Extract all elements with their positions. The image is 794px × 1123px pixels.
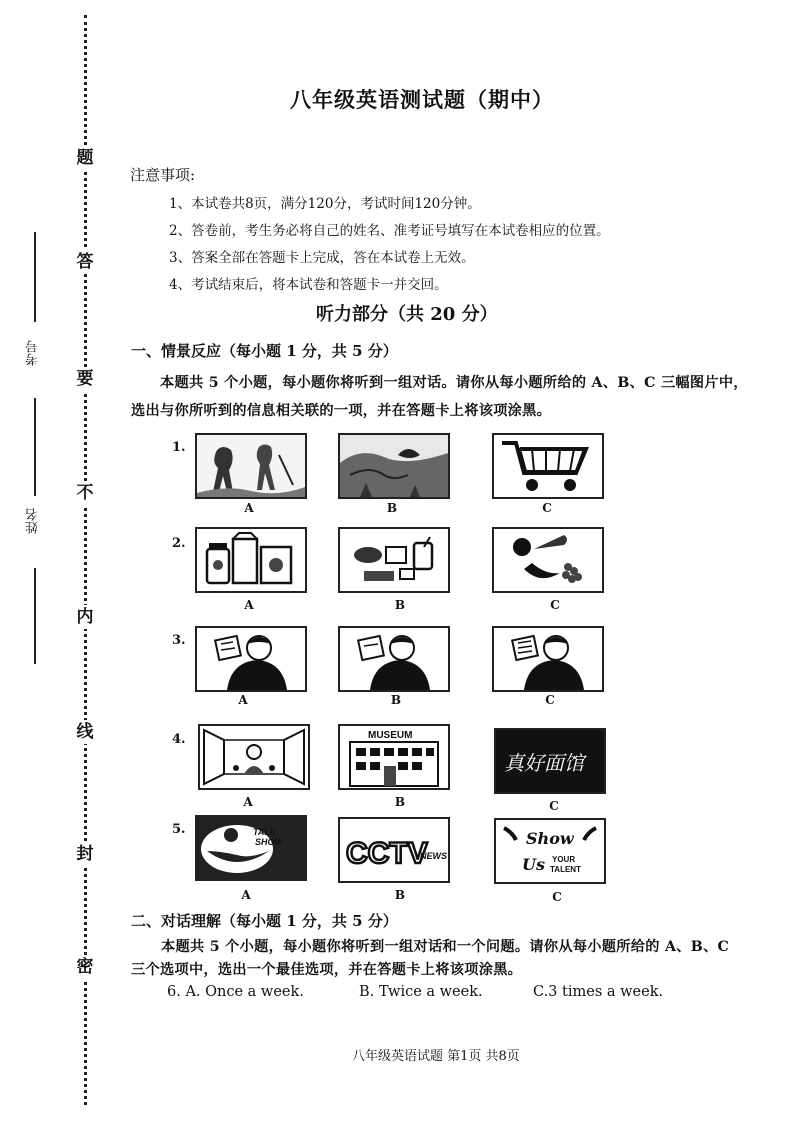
man-reading-a-picture[interactable]: [195, 626, 307, 692]
note-item: 2、答卷前，考生务必将自己的姓名、准考证号填写在本试卷相应的位置。: [169, 223, 610, 239]
option-label: A: [241, 888, 251, 902]
name-fill-line[interactable]: [34, 398, 36, 496]
option-label: B: [394, 888, 406, 902]
q6-option-a[interactable]: 6. A. Once a week.: [167, 984, 304, 1000]
talent-logo-text: TALENT: [550, 865, 581, 874]
exam-no-label: 考号: [26, 340, 41, 366]
talk-show-logo-picture[interactable]: [195, 815, 307, 881]
q6-option-c[interactable]: C.3 times a week.: [533, 984, 664, 1000]
part2-instruction: 本题共 5 个小题，每小题你将听到一组对话和一个问题。请你从每小题所给的 A、B、C: [161, 939, 730, 955]
show-logo-text: SHOW: [255, 837, 283, 847]
seal-char: 内: [73, 605, 97, 629]
theater-stage-picture[interactable]: [198, 724, 310, 790]
cctv-news-logo-picture[interactable]: [338, 817, 450, 883]
seal-char: 不: [73, 481, 97, 505]
part2-heading: 二、对话理解（每小题 1 分，共 5 分）: [131, 912, 398, 930]
option-label: C: [549, 799, 559, 813]
q6-option-b[interactable]: B. Twice a week.: [359, 984, 483, 1000]
option-label: C: [552, 890, 562, 904]
landscape-picture[interactable]: [338, 433, 450, 499]
note-item: 4、考试结束后，将本试卷和答题卡一并交回。: [169, 277, 448, 293]
us-script-text: Us: [522, 855, 545, 874]
exam-no-fill-line[interactable]: [34, 232, 36, 322]
question-number: 4.: [172, 732, 186, 747]
snacks-table-picture[interactable]: [338, 527, 450, 593]
drinks-boxes-picture[interactable]: [195, 527, 307, 593]
page-title: 八年级英语测试题（期中）: [290, 87, 554, 112]
seal-char: 题: [73, 146, 97, 170]
seal-char: 封: [73, 842, 97, 866]
museum-building-picture[interactable]: [338, 724, 450, 790]
question-number: 5.: [172, 822, 186, 837]
shopping-cart-picture[interactable]: [492, 433, 604, 499]
news-logo-text: NEWS: [420, 851, 447, 861]
option-label: A: [244, 598, 254, 612]
fruit-vegetables-picture[interactable]: [492, 527, 604, 593]
option-label: C: [542, 501, 552, 515]
people-walking-picture[interactable]: [195, 433, 307, 499]
name-label: 姓名: [26, 508, 41, 534]
part1-heading: 一、情景反应（每小题 1 分，共 5 分）: [131, 342, 398, 360]
museum-sign-text: MUSEUM: [368, 730, 413, 741]
option-label: A: [243, 795, 253, 809]
talk-logo-text: TALK: [253, 827, 277, 837]
show-your-talent-logo-picture[interactable]: [494, 818, 606, 884]
note-item: 1、本试卷共8页，满分120分，考试时间120分钟。: [169, 196, 481, 212]
note-item: 3、答案全部在答题卡上完成，答在本试卷上无效。: [169, 250, 475, 266]
option-label: B: [390, 693, 402, 707]
listening-section-title: 听力部分（共 20 分）: [316, 304, 498, 325]
seal-char: 要: [73, 367, 97, 391]
part2-instruction: 三个选项中，选出一个最佳选项，并在答题卡上将该项涂黑。: [131, 962, 523, 978]
restaurant-sign-text: 真好面馆: [504, 751, 584, 775]
question-number: 3.: [172, 633, 186, 648]
option-label: C: [545, 693, 555, 707]
class-fill-line[interactable]: [34, 568, 36, 664]
question-number: 1.: [172, 440, 186, 455]
seal-char: 答: [73, 250, 97, 274]
question-number: 2.: [172, 536, 186, 551]
part1-instruction: 选出与你所听到的信息相关联的一项，并在答题卡上将该项涂黑。: [131, 403, 552, 419]
option-label: A: [244, 501, 254, 515]
your-logo-text: YOUR: [552, 855, 576, 864]
option-label: C: [550, 598, 560, 612]
part1-instruction: 本题共 5 个小题，每小题你将听到一组对话。请你从每小题所给的 A、B、C 三幅图片中，: [160, 375, 748, 391]
binding-dotted-line: [84, 15, 87, 1105]
show-script-text: Show: [526, 829, 574, 848]
cctv-logo-text: CCTV: [346, 837, 428, 870]
page-footer: 八年级英语试题 第1页 共8页: [352, 1049, 520, 1064]
seal-char: 密: [73, 955, 97, 979]
seal-char: 线: [73, 720, 97, 744]
restaurant-sign-picture[interactable]: [494, 728, 606, 794]
option-label: A: [238, 693, 248, 707]
option-label: B: [386, 501, 398, 515]
man-reading-c-picture[interactable]: [492, 626, 604, 692]
option-label: B: [394, 598, 406, 612]
notes-heading: 注意事项:: [130, 166, 196, 184]
option-label: B: [394, 795, 406, 809]
man-reading-b-picture[interactable]: [338, 626, 450, 692]
